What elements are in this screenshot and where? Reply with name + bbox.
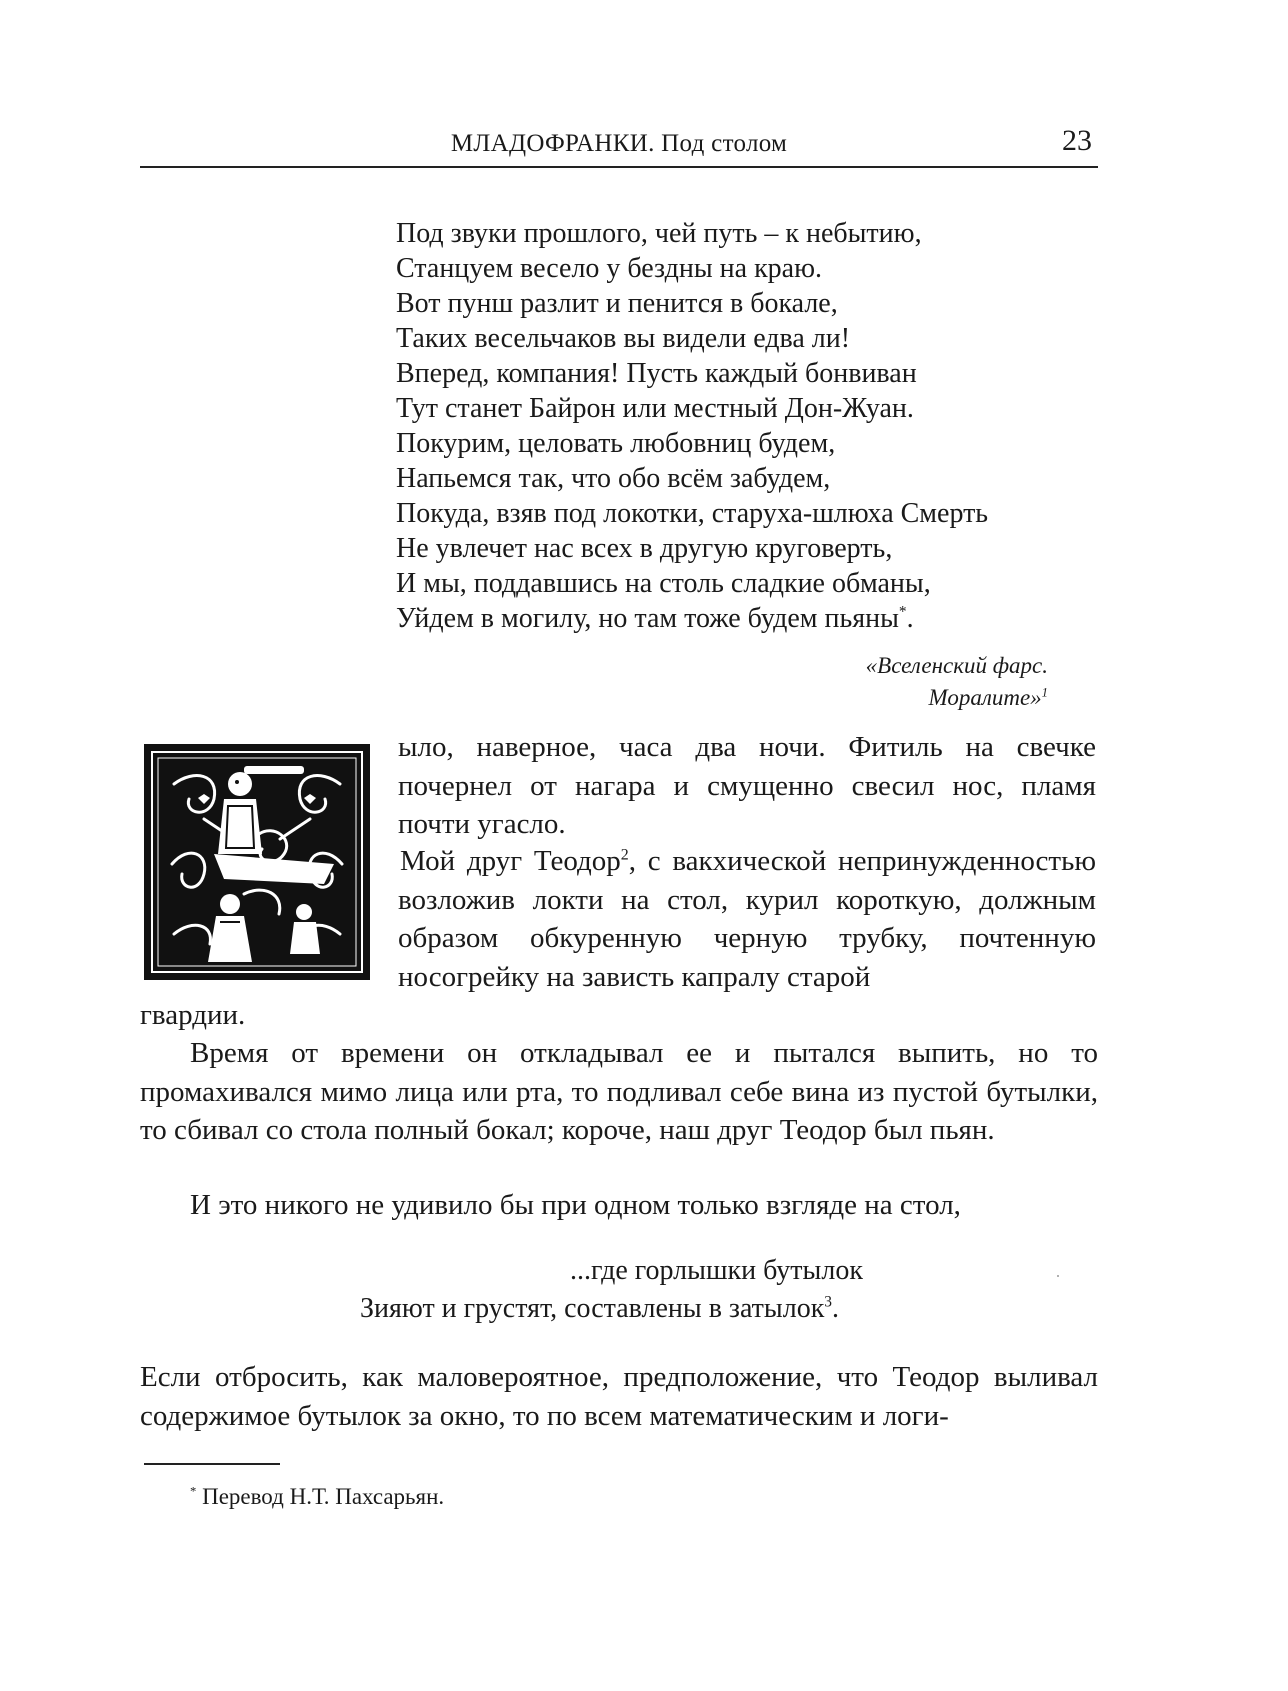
paragraph: И это никого не удивило бы при одном только взгляде на стол, [190,1189,961,1221]
inline-verse-quote [360,1252,920,1328]
paragraph: Мой друг Теодор$^2$, с вакхической непринужденностью возложив локти на стол, курил короткую, должным образом обкуренную черную трубку, почтенную носогрейку на зависть капралу старой [398,845,1096,993]
paragraph-continuation: гвардии. [140,999,246,1031]
quote-line: ...где горлышки бутылок [570,1255,863,1286]
epigraph-verse [396,216,1096,636]
epigraph-source-line1: «Вселенский фарс. [865,653,1048,678]
endnote-marker: 1 [1041,685,1048,700]
quote-line: Зияют и грустят, составлены в затылок$^3$. [360,1293,839,1324]
verse-line: Покурим, целовать любовниц будем, [396,428,836,459]
endnote-marker: 3 [824,1293,832,1311]
running-title: МЛАДОФРАНКИ. Под столом [450,130,788,157]
verse-line: Не увлечет нас всех в другую круговерть, [396,533,893,564]
verse-line: И мы, поддавшись на столь сладкие обманы, [396,568,931,599]
verse-line: Тут станет Байрон или местный Дон-Жуан. [396,393,914,424]
footnote-rule [144,1463,280,1465]
running-header [140,122,1098,168]
verse-line: Под звуки прошлого, чей путь – к небытию, [396,218,922,249]
verse-line: Вот пунш разлит и пенится в бокале, [396,288,838,319]
verse-line: Уйдем в могилу, но там тоже будем пьяны*. [396,603,914,634]
verse-line: Напьемся так, что обо всём забудем, [396,463,831,494]
footnote: * Перевод Н.Т. Пахсарьян. [190,1484,445,1509]
print-speck [1057,1275,1059,1277]
paragraph: Если отбросить, как маловероятное, предположение, что Теодор выливал содержимое бутылок за окно, то по всем математическим и логи- [140,1361,1098,1432]
verse-line: Таких весельчаков вы видели едва ли! [396,323,851,354]
drop-cap [144,744,370,980]
footnote-marker: * [898,603,907,621]
ornamental-initial-B-icon [144,744,370,980]
endnote-marker: 2 [620,846,629,864]
footnote-marker: * [190,1484,197,1499]
paragraph: Время от времени он откладывал ее и пытался выпить, но то промахивался мимо лица или рта, то подливал себе вина из пустой бутылки, то сбивал со стола полный бокал; короче, наш друг Теодор был пьян. [140,1037,1098,1146]
epigraph-source-line2: Моралите»$^1$ [928,685,1048,710]
epigraph-source [866,650,1048,714]
page-number: 23 [1062,124,1092,157]
verse-line: Станцуем весело у бездны на краю. [396,253,823,284]
verse-line: Покуда, взяв под локотки, старуха-шлюха Смерть [396,498,989,529]
verse-line: Вперед, компания! Пусть каждый бонвиван [396,358,917,389]
paragraph: ыло, наверное, часа два ночи. Фитиль на свечке почернел от нагара и смущенно свесил нос, пламя почти угасло. [398,731,1096,840]
